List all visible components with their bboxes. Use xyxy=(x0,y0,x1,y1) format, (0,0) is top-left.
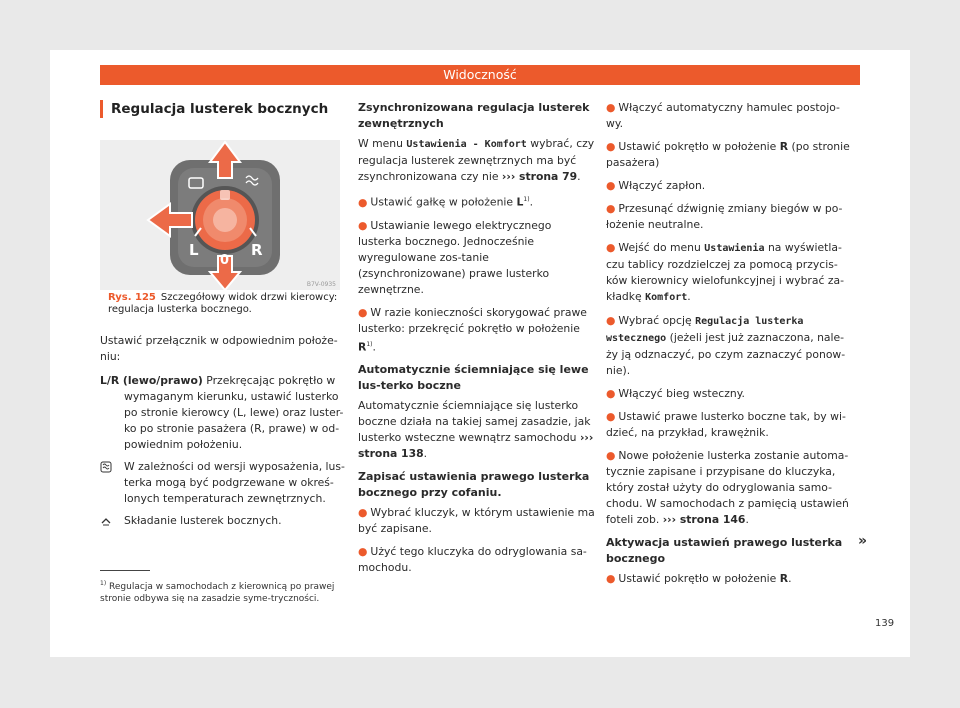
page-ref-146[interactable]: ››› strona 146 xyxy=(662,513,746,526)
bullet-icon: ● xyxy=(606,179,616,192)
figure-caption xyxy=(108,292,338,316)
footnote-ref: 1) xyxy=(366,340,373,348)
step-text: Ustawić prawe lusterko boczne tak, by wi-dzieć, na przykład, krawężnik. xyxy=(606,410,846,439)
step-text: W razie konieczności skorygować prawe lusterko: przekręcić pokrętło w położenie xyxy=(358,305,587,335)
step-text: Włączyć zapłon. xyxy=(618,179,706,192)
step-bold: R xyxy=(779,572,789,585)
bullet-icon: ● xyxy=(606,449,616,462)
option-code: Regulacja lusterka wstecznego xyxy=(606,316,804,344)
middle-column xyxy=(358,100,598,583)
step-text: Wybrać kluczyk, w którym ustawienie ma być zapisane. xyxy=(358,506,595,536)
mirror-heating-icon xyxy=(100,461,112,478)
footnote-mark: 1) xyxy=(100,580,107,587)
bullet-icon: ● xyxy=(606,387,616,400)
intro-paragraph: Ustawić przełącznik w odpowiednim położe-niu: xyxy=(100,334,338,363)
auto-dim-text: Automatycznie ściemniające się lusterko boczne działa na takiej samej zasadzie, jak lusterko wsteczne wewnątrz samochodu xyxy=(358,399,591,445)
mirror-control-figure xyxy=(100,140,340,290)
lr-term: L/R (lewo/prawo) xyxy=(100,374,203,387)
figure-caption-text: Szczegółowy widok drzwi kierowcy: regulacja lusterka bocznego. xyxy=(108,292,338,315)
sync-step-3: ● W razie konieczności skorygować prawe lusterko: przekręcić pokrętło w położenie $R^{1)}$. xyxy=(358,305,587,354)
lr-text: Przekręcając pokrętło w wymaganym kierunku, ustawić lusterko po stronie kierowcy (L, lewe) oraz luster-ko po stronie pasażera (R, prawe) w od-powiednim położeniu. xyxy=(124,374,344,451)
step-text: Wybrać opcję xyxy=(618,314,692,327)
step-text: Użyć tego kluczyka do odryglowania sa-mochodu. xyxy=(358,545,587,575)
bullet-icon: ● xyxy=(606,101,616,114)
page-number: 139 xyxy=(875,618,895,629)
page xyxy=(50,50,910,657)
footnote-rule xyxy=(100,570,150,571)
footnote-text: Regulacja w samochodach z kierownicą po prawej stronie odbywa się na zasadzie syme-tryczności. xyxy=(100,582,335,604)
save-step-11: ● Nowe położenie lusterka zostanie automa-tycznie zapisane i przypisane do kluczyka, który został użyty do odryglowania samo-chodu. W samochodach z pamięcią ustawień foteli zob. ››› strona 146. xyxy=(606,449,849,526)
lr-definition xyxy=(100,373,348,453)
sync-step-2 xyxy=(358,218,598,298)
bullet-icon: ● xyxy=(358,195,368,209)
save-heading: Zapisać ustawienia prawego lusterka bocznego przy cofaniu. xyxy=(358,470,590,500)
save-step-2 xyxy=(358,544,598,576)
bullet-icon: ● xyxy=(358,218,368,232)
step-text: Ustawić pokrętło w położenie xyxy=(618,140,777,153)
bullet-icon: ● xyxy=(358,305,368,319)
sync-paragraph: W menu Ustawienia - Komfort wybrać, czy regulacja lusterek zewnętrznych ma być zsynchronizowana czy nie ››› strona 79. xyxy=(358,137,595,183)
step-text: na wyświetla-czu tablicy rozdzielczej za pomocą przycis-ków kierownicy wielofunkcyjnej i wybrać za-kładkę xyxy=(606,241,845,303)
right-column xyxy=(606,100,851,594)
step-text: Włączyć bieg wsteczny. xyxy=(618,387,745,400)
bullet-icon: ● xyxy=(606,140,616,153)
activation-heading: Aktywacja ustawień prawego lusterka bocznego xyxy=(606,536,843,565)
position-center-letter: 0 xyxy=(220,253,230,268)
page-header: Widoczność xyxy=(100,65,860,85)
continued-marker: » xyxy=(858,533,868,549)
step-text: Ustawić gałkę w położenie xyxy=(370,195,514,209)
step-text: Ustawić pokrętło w położenie xyxy=(618,572,777,585)
step-text: (po stronie pasażera) xyxy=(606,140,850,169)
step-text: Włączyć automatyczny hamulec postojo-wy. xyxy=(606,101,840,130)
save-step-10 xyxy=(606,409,851,441)
save-step-8 xyxy=(606,313,851,379)
save-step-4 xyxy=(606,139,851,171)
figure-label: Rys. 125 xyxy=(108,292,156,303)
folding-text: Składanie lusterek bocznych. xyxy=(124,514,282,527)
position-left-letter: L xyxy=(189,241,199,259)
bullet-icon: ● xyxy=(606,572,616,585)
page-ref-79[interactable]: ››› strona 79 xyxy=(501,170,578,183)
heating-note xyxy=(100,459,348,507)
footnote xyxy=(100,578,335,605)
save-step-1 xyxy=(358,505,598,537)
sync-heading: Zsynchronizowana regulacja lusterek zewnętrznych xyxy=(358,101,590,130)
heating-text: W zależności od wersji wyposażenia, lus-terka mogą być podgrzewane w okreś-lonych temperaturach zewnętrznych. xyxy=(124,460,345,505)
mirror-switch-illustration xyxy=(100,140,340,290)
step-text: Nowe położenie lusterka zostanie automa-tycznie zapisane i przypisane do kluczyka, który został użyty do odryglowania samo-chodu. W samochodach z pamięcią ustawień foteli zob. xyxy=(606,449,849,526)
auto-dim-heading: Automatycznie ściemniające się lewe lus-terko boczne xyxy=(358,363,589,393)
figure-code: B7V-0935 xyxy=(306,281,336,288)
step-bold: R xyxy=(358,340,367,354)
step-text: Przesunąć dźwignię zmiany biegów w po-łożenie neutralne. xyxy=(606,202,843,231)
step-text: Wejść do menu xyxy=(618,241,701,254)
save-step-5 xyxy=(606,178,851,194)
step-text: Ustawianie lewego elektrycznego lusterka bocznego. Jednocześnie wyregulowane zos-tanie (zsynchronizowane) prawe lusterko zewnętrzne. xyxy=(358,218,552,296)
step-text: (jeżeli jest już zaznaczona, nale-ży ją odznaczyć, po czym zaznaczyć ponow-nie). xyxy=(606,331,846,377)
bullet-icon: ● xyxy=(358,545,368,559)
left-column-body xyxy=(100,333,348,535)
step-bold: R xyxy=(779,140,789,153)
mirror-fold-icon xyxy=(100,515,112,532)
activation-step-1: ● Ustawić pokrętło w położenie R. xyxy=(606,572,792,585)
folding-note xyxy=(100,513,348,529)
menu-path-code: Ustawienia - Komfort xyxy=(406,139,527,150)
save-step-6 xyxy=(606,201,851,233)
sync-text-a: W menu xyxy=(358,137,403,150)
save-step-9 xyxy=(606,386,851,402)
bullet-icon: ● xyxy=(606,314,616,327)
bullet-icon: ● xyxy=(606,202,616,215)
page-ref-138[interactable]: ››› strona 138 xyxy=(358,431,594,461)
save-step-3 xyxy=(606,100,851,132)
bullet-icon: ● xyxy=(606,241,616,254)
save-step-7: ● Wejść do menu Ustawienia na wyświetla-czu tablicy rozdzielczej za pomocą przycis-ków kierownicy wielofunkcyjnej i wybrać za-kładkę Komfort. xyxy=(606,241,845,303)
menu-code: Ustawienia xyxy=(704,243,765,254)
sync-text-b: wybrać, czy regulacja lusterek zewnętrznych ma być zsynchronizowana czy nie xyxy=(358,137,595,183)
bullet-icon: ● xyxy=(606,410,616,423)
sync-step-1: ● Ustawić gałkę w położenie $L^{1)}$. xyxy=(358,195,533,209)
step-bold: L xyxy=(516,195,524,209)
section-title: Regulacja lusterek bocznych xyxy=(100,100,359,118)
tab-code: Komfort xyxy=(645,292,688,303)
auto-dim-paragraph: Automatycznie ściemniające się lusterko boczne działa na takiej samej zasadzie, jak lusterko wsteczne wewnątrz samochodu ››› strona 138. xyxy=(358,399,594,461)
bullet-icon: ● xyxy=(358,506,368,520)
footnote-ref: 1) xyxy=(523,196,530,203)
position-right-letter: R xyxy=(251,241,263,259)
